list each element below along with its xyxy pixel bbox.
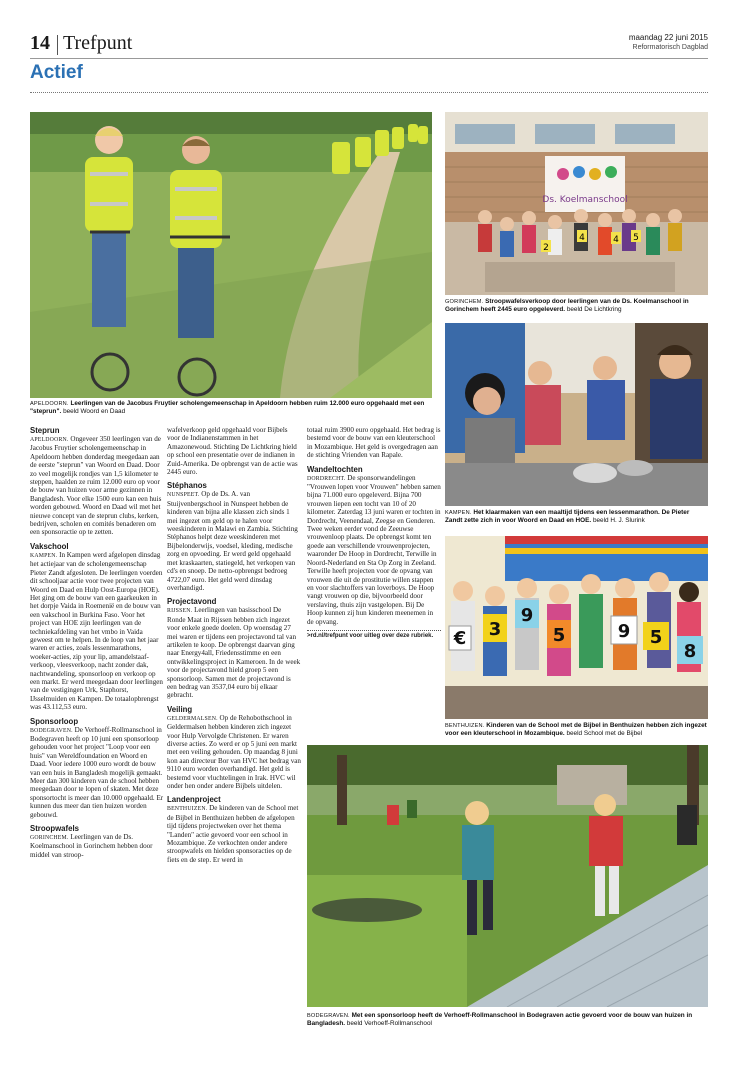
article-body: BODEGRAVEN. De Verhoeff-Rollmanschool in Bodegraven heeft op 10 juni een sponsorloop gehouden voor het project "Loop voor een huis" van Wereldfoundation en Woord en Daad. Voor iedere 1000 euro wordt de bouw van een huis in Bangladesh mogelijk gemaakt. Meer dan 300 kinderen van de school hebben meegedaan door te lopen of skaten. Met deze sponsortocht is meer dan 10.000 opgehaald. Er kunnen dus meer dan tien huizen worden gebouwd. — [30, 725, 164, 819]
newspaper-name: Reformatorisch Dagblad — [632, 44, 708, 51]
article-heading: Veiling — [167, 704, 193, 714]
article-body: NUNSPEET. Op de Ds. A. van Stuijvenbergschool in Nunspeet hebben de kinderen van bijna alle klassen zich sinds 1 mei ingezet om geld op te halen voor weeskinderen in Malawi en Zambia. Stichting Stéphanos helpt deze weeskinderen met Bijbelonderwijs, voedsel, kleding, medische zorg en opvoeding. Er werd geld opgehaald met kraskaarten, statiegeld, het verkopen van cd's en snoep. De netto-opbrengst bedroeg 4722,07 euro. Het geld werd dinsdag overhandigd. — [167, 490, 298, 592]
masthead — [30, 30, 708, 58]
article-body: BENTHUIZEN. De kinderen van de School met de Bijbel in Benthuizen hebben de afgelopen tijd tijdens projectweken over het thema "Landen" actie gevoerd voor een school in Mozambique. Ze verkochten onder andere stroopwafels en hielden sponsoracties op de fiets en de step. Er werd in — [167, 804, 299, 864]
article-heading: Stroopwafels — [30, 824, 79, 834]
article-column-2 — [167, 426, 301, 864]
photo-bodegraven-sponsorloop — [307, 745, 708, 1007]
svg-text:€: € — [453, 628, 467, 649]
svg-text:9: 9 — [520, 605, 534, 626]
article-heading: Projectavond — [167, 597, 217, 607]
article-column-3 — [307, 426, 441, 640]
article-heading: Vakschool — [30, 541, 69, 551]
caption-kampen: KAMPEN. Het klaarmaken van een maaltijd tijdens een lessenmarathon. De Pieter Zandt zette zich in voor Woord en Daad en HOE. beeld H. J. Slurink — [445, 509, 690, 524]
subsection-title: Actief — [30, 62, 83, 83]
article-heading: Sponsorloop — [30, 716, 79, 726]
article-body: GELDERMALSEN. Op de Rehobothschool in Geldermalsen hebben kinderen zich ingezet voor Hulp Vervolgde Christenen. Er waren diverse acties. Zo werd er op 5 juni een markt met een veiling gehouden. Op maandag 8 juni kon aan directeur Bor van HVC het bedrag van 9110 euro worden overhandigd. Het geld is bestemd voor vluchtelingen in Irak. HVC wil onder hen onder andere Bijbels uitdelen. — [167, 713, 301, 791]
photo-benthuizen-landenproject — [445, 536, 708, 719]
section-title: Trefpunt — [63, 32, 133, 54]
photo-gorinchem-stroopwafels — [445, 112, 708, 295]
svg-text:2: 2 — [543, 243, 549, 253]
article-heading: Stéphanos — [167, 481, 207, 491]
issue-date: maandag 22 juni 2015 — [628, 33, 708, 42]
svg-text:5: 5 — [552, 625, 566, 646]
svg-text:4: 4 — [613, 235, 619, 245]
article-heading: Steprun — [30, 426, 60, 435]
svg-text:8: 8 — [683, 641, 697, 662]
caption-apeldoorn: APELDOORN. Leerlingen van de Jacobus Fruytier scholengemeenschap in Apeldoorn hebben ruim 12.000 euro opgehaald met een "steprun". beeld Woord en Daad — [30, 400, 425, 415]
svg-text:4: 4 — [579, 233, 585, 243]
caption-benthuizen: BENTHUIZEN. Kinderen van de School met de Bijbel in Benthuizen hebben zich ingezet voor een kleuterschool in Mozambique. beeld School met de Bijbel — [445, 722, 707, 737]
article-body: RIJSSEN. Leerlingen van basisschool De Ronde Maat in Rijssen hebben zich ingezet voor enkele goede doelen. Op woensdag 27 mei waren er tijdens een projectavond tal van artikelen te koop. De opbrengst daarvan ging naar Energy4all, Friedensstimme en een ontwikkelingsproject in Kameroen. In de week voor de projectavond hield groep 5 een sponsorloop. Samen met de projectavond is een bedrag van 3537,04 euro bij elkaar gebracht. — [167, 606, 301, 700]
caption-gorinchem: GORINCHEM. Stroopwafelsverkoop door leerlingen van de Ds. Koelmanschool in Gorinchem heeft 2445 euro opgeleverd. beeld De Lichtkring — [445, 298, 689, 313]
dotted-divider — [30, 92, 708, 93]
photo-kampen-lessenmarathon — [445, 323, 708, 506]
article-body: APELDOORN. Ongeveer 350 leerlingen van de Jacobus Fruytier scholengemeenschap in Apeldoorn hebben donderdag meegedaan aan de eerste "steprun" van Woord en Daad. Door zo veel mogelijk rondjes van 1,5 kilometer te steppen, haalden ze ruim 12.000 euro op voor de bouw van huizen voor arme gezinnen in Bangladesh. Voor elke 1500 euro kan een huis worden gebouwd. Woord en Daad wil met het nieuwe concept van de steprun clubs, kerken, bedrijven, scholen en comités benaderen om een sponsoractie op te zetten. — [30, 435, 162, 537]
masthead-separator — [57, 35, 58, 55]
article-column-1 — [30, 426, 164, 859]
article-body: GORINCHEM. Leerlingen van de Ds. Koelmanschool in Gorinchem hebben door middel van stroop- — [30, 833, 153, 859]
svg-text:3: 3 — [488, 619, 502, 640]
page-number: 14 — [30, 32, 50, 54]
article-body: wafelverkoop geld opgehaald voor Bijbels voor de Indianenstammen in het Amazonewoud. Stichting De Lichtkring hield op school een presentatie over de indianen in Zuid-Amerika. De opbrengst van de actie was 2445 euro. — [167, 426, 298, 477]
svg-text:9: 9 — [617, 621, 631, 642]
svg-text:5: 5 — [633, 233, 639, 243]
caption-bodegraven: BODEGRAVEN. Met een sponsorloop heeft de Verhoeff-Rollmanschool in Bodegraven actie gevoerd voor de bouw van huizen in Bangladesh. beeld Verhoeff-Rollmanschool — [307, 1012, 693, 1027]
svg-text:5: 5 — [649, 627, 663, 648]
masthead-rule — [30, 58, 708, 59]
rubriek-info-link[interactable]: >rd.nl/trefpunt voor uitleg over deze rubriek. — [307, 630, 441, 641]
koelman-sign: Ds. Koelmanschool — [542, 195, 628, 205]
article-body: totaal ruim 3900 euro opgehaald. Het bedrag is bestemd voor de bouw van een kleuterschool in Mozambique. Het geld is overgedragen aan de stichting Vrienden van Rapale. — [307, 426, 441, 460]
photo-apeldoorn-steprun — [30, 112, 432, 398]
article-body: DORDRECHT. De sponsorwandelingen "Vrouwen lopen voor Vrouwen" hebben samen bijna 71.000 euro opgeleverd. Bijna 700 vrouwen liepen een tocht van 10 of 20 kilometer. Zaterdag 13 juni waren er tochten in Dordrecht, Veenendaal, Zeegse en Genderen. Twee weken eerder vond de Zeeuwse vrouwenloop plaats. De opbrengst komt ten goede aan verschillende vrouwenprojecten, waaronder De Hoop in Dordrecht, Terwille in Noord-Nederland en Sta Op Zorg in Zeeland. Terwille heeft projecten voor de opvang van vrouwen die uit de prostitutie willen stappen en voor slachtoffers van loverboys. De Hoop vangt vrouwen op die, bijvoorbeeld door verslaving, thuis zijn vastgelopen. Bij De Hoop kunnen zij hun kinderen meenemen in de opvang. — [307, 473, 441, 626]
article-body: KAMPEN. In Kampen werd afgelopen dinsdag het actiejaar van de scholengemeenschap Pieter Zandt afgesloten. De leerlingen voerden dit schooljaar actie voor twee projecten van Woord en Daad en Hulp Oost-Europa (HOE). Het ging om de bouw van een gaarkeuken in het dorpje Vaida in Roemenië en de bouw van een vakschool in Burkina Faso. Voor het project van HOE zijn leerlingen van de techniekafdeling van het vmbo in Vaida geweest om te helpen. In de loop van het jaar waren er acties, zoals lessenmarathons, woeker-acties, zip your lip, amandelstaaf-verkoop, vleesverkoop, nacht zonder dak, nachtwandeling, sponsorloop en verkoop op een markt. Er werd meegedaan door leerlingen van de vestigingen Urk, Staphorst, IJsselmuiden en Kampen. De totaalopbrengst was 43.112,53 euro. — [30, 550, 163, 712]
article-heading: Landenproject — [167, 795, 221, 805]
article-heading: Wandeltochten — [307, 464, 363, 474]
